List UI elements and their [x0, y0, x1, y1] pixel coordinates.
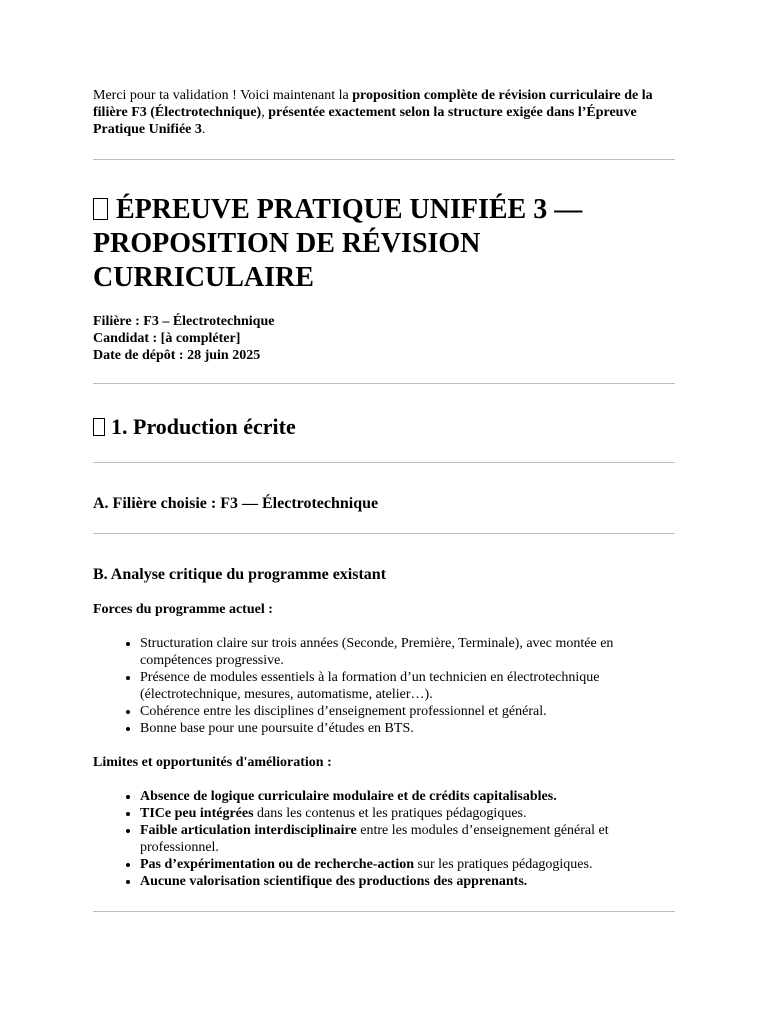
page-title [93, 193, 675, 295]
limites-heading: Limites et opportunités d'amélioration : [93, 755, 332, 770]
divider [93, 911, 675, 912]
list-item: • Cohérence entre les disciplines d’enseignement professionnel et général. [140, 703, 675, 720]
list-item: • Bonne base pour une poursuite d’études en BTS. [140, 720, 675, 737]
list-item: • TICe peu intégrées dans les contenus et les pratiques pédagogiques. [140, 805, 675, 822]
section-a-heading: A. Filière choisie : F3 — Électrotechnique [93, 495, 379, 512]
section-1-title: 1. Production écrite [111, 414, 296, 439]
intro-mid: , [261, 105, 269, 120]
meta-candidat: Candidat : [à compléter] [93, 331, 241, 346]
intro-paragraph [93, 87, 675, 138]
divider [93, 533, 675, 534]
divider [93, 462, 675, 463]
intro-end: . [201, 122, 206, 137]
missing-glyph-icon [93, 418, 105, 436]
forces-heading: Forces du programme actuel : [93, 602, 273, 617]
list-item: • Aucune valorisation scientifique des productions des apprenants. [140, 873, 675, 890]
section-1-heading [93, 414, 675, 440]
meta-block [93, 313, 675, 364]
meta-filiere: Filière : F3 – Électrotechnique [93, 314, 275, 329]
intro-bold-2: présentée exactement selon la structure exigée dans l’Épreuve Pratique Unifiée 3 [93, 105, 637, 137]
meta-date: Date de dépôt : 28 juin 2025 [93, 348, 261, 363]
limites-list [93, 788, 675, 890]
list-item: • Faible articulation interdisciplinaire entre les modules d’enseignement général et professionnel. [140, 822, 675, 856]
list-item: • Structuration claire sur trois années (Seconde, Première, Terminale), avec montée en compétences progressive. [140, 635, 675, 669]
list-item: • Pas d’expérimentation ou de recherche-action sur les pratiques pédagogiques. [140, 856, 675, 873]
divider [93, 159, 675, 160]
page-title-text: ÉPREUVE PRATIQUE UNIFIÉE 3 — PROPOSITION DE RÉVISION CURRICULAIRE [93, 194, 583, 293]
missing-glyph-icon [93, 198, 108, 220]
forces-list [93, 635, 675, 737]
divider [93, 383, 675, 384]
intro-lead: Merci pour ta validation ! Voici maintenant la [93, 88, 353, 103]
list-item: • Absence de logique curriculaire modulaire et de crédits capitalisables. [140, 788, 675, 805]
section-b-heading: B. Analyse critique du programme existant [93, 566, 387, 583]
intro-bold-1: proposition complète de révision curriculaire de la filière F3 (Électrotechnique) [93, 88, 653, 120]
list-item: • Présence de modules essentiels à la formation d’un technicien en électrotechnique (électrotechnique, mesures, automatisme, atelier…). [140, 669, 675, 703]
document-content [93, 87, 675, 912]
